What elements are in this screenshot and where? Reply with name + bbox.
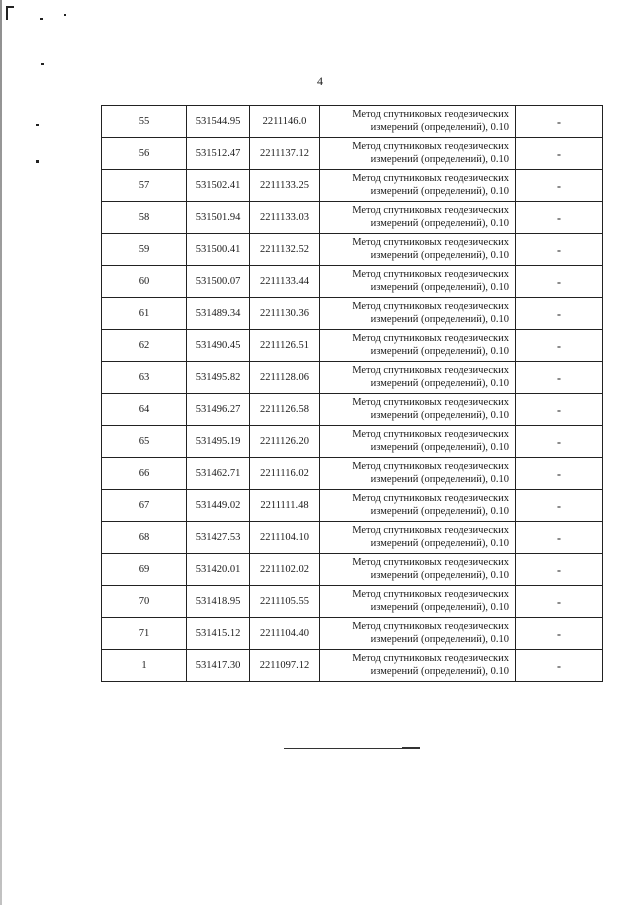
y-coordinate-cell: 2211133.44 xyxy=(250,266,320,298)
method-cell: Метод спутниковых геодезических измерений (определений), 0.10 xyxy=(320,138,516,170)
point-number-cell: 65 xyxy=(102,426,187,458)
point-number-cell: 57 xyxy=(102,170,187,202)
scan-left-edge xyxy=(0,0,2,905)
y-coordinate-cell: 2211126.51 xyxy=(250,330,320,362)
method-cell: Метод спутниковых геодезических измерений (определений), 0.10 xyxy=(320,650,516,682)
scan-speck xyxy=(6,8,8,20)
table-row xyxy=(102,426,603,458)
y-coordinate-cell: 2211128.06 xyxy=(250,362,320,394)
y-coordinate-cell: 2211097.12 xyxy=(250,650,320,682)
point-number-cell: 56 xyxy=(102,138,187,170)
point-number-cell: 1 xyxy=(102,650,187,682)
point-number-cell: 59 xyxy=(102,234,187,266)
x-coordinate-cell: 531415.12 xyxy=(187,618,250,650)
x-coordinate-cell: 531500.07 xyxy=(187,266,250,298)
point-number-cell: 61 xyxy=(102,298,187,330)
point-number-cell: 64 xyxy=(102,394,187,426)
x-coordinate-cell: 531502.41 xyxy=(187,170,250,202)
point-number-cell: 60 xyxy=(102,266,187,298)
table-row xyxy=(102,618,603,650)
note-cell: - xyxy=(516,106,603,138)
x-coordinate-cell: 531512.47 xyxy=(187,138,250,170)
point-number-cell: 68 xyxy=(102,522,187,554)
x-coordinate-cell: 531544.95 xyxy=(187,106,250,138)
method-cell: Метод спутниковых геодезических измерений (определений), 0.10 xyxy=(320,234,516,266)
method-cell: Метод спутниковых геодезических измерений (определений), 0.10 xyxy=(320,106,516,138)
table-row xyxy=(102,202,603,234)
table-row xyxy=(102,298,603,330)
x-coordinate-cell: 531427.53 xyxy=(187,522,250,554)
point-number-cell: 69 xyxy=(102,554,187,586)
point-number-cell: 62 xyxy=(102,330,187,362)
table-row xyxy=(102,490,603,522)
x-coordinate-cell: 531417.30 xyxy=(187,650,250,682)
table-row xyxy=(102,554,603,586)
note-cell: - xyxy=(516,650,603,682)
y-coordinate-cell: 2211132.52 xyxy=(250,234,320,266)
method-cell: Метод спутниковых геодезических измерений (определений), 0.10 xyxy=(320,554,516,586)
point-number-cell: 55 xyxy=(102,106,187,138)
note-cell: - xyxy=(516,426,603,458)
x-coordinate-cell: 531500.41 xyxy=(187,234,250,266)
point-number-cell: 67 xyxy=(102,490,187,522)
note-cell: - xyxy=(516,330,603,362)
table-row xyxy=(102,106,603,138)
table-row xyxy=(102,650,603,682)
table-row xyxy=(102,458,603,490)
point-number-cell: 63 xyxy=(102,362,187,394)
note-cell: - xyxy=(516,458,603,490)
y-coordinate-cell: 2211126.20 xyxy=(250,426,320,458)
x-coordinate-cell: 531418.95 xyxy=(187,586,250,618)
table-row xyxy=(102,138,603,170)
x-coordinate-cell: 531495.82 xyxy=(187,362,250,394)
note-cell: - xyxy=(516,234,603,266)
y-coordinate-cell: 2211111.48 xyxy=(250,490,320,522)
scan-speck xyxy=(40,18,43,20)
note-cell: - xyxy=(516,586,603,618)
method-cell: Метод спутниковых геодезических измерений (определений), 0.10 xyxy=(320,170,516,202)
scan-speck xyxy=(41,63,44,65)
x-coordinate-cell: 531496.27 xyxy=(187,394,250,426)
x-coordinate-cell: 531449.02 xyxy=(187,490,250,522)
table-row xyxy=(102,394,603,426)
y-coordinate-cell: 2211130.36 xyxy=(250,298,320,330)
y-coordinate-cell: 2211116.02 xyxy=(250,458,320,490)
scan-speck xyxy=(36,160,39,163)
x-coordinate-cell: 531420.01 xyxy=(187,554,250,586)
coordinates-table-body xyxy=(102,106,603,682)
x-coordinate-cell: 531489.34 xyxy=(187,298,250,330)
x-coordinate-cell: 531495.19 xyxy=(187,426,250,458)
note-cell: - xyxy=(516,298,603,330)
method-cell: Метод спутниковых геодезических измерений (определений), 0.10 xyxy=(320,522,516,554)
x-coordinate-cell: 531462.71 xyxy=(187,458,250,490)
note-cell: - xyxy=(516,522,603,554)
y-coordinate-cell: 2211133.25 xyxy=(250,170,320,202)
note-cell: - xyxy=(516,618,603,650)
note-cell: - xyxy=(516,138,603,170)
signature-line xyxy=(284,748,420,749)
x-coordinate-cell: 531501.94 xyxy=(187,202,250,234)
note-cell: - xyxy=(516,266,603,298)
table-row xyxy=(102,170,603,202)
coordinates-table xyxy=(101,105,603,682)
method-cell: Метод спутниковых геодезических измерений (определений), 0.10 xyxy=(320,618,516,650)
method-cell: Метод спутниковых геодезических измерений (определений), 0.10 xyxy=(320,426,516,458)
note-cell: - xyxy=(516,394,603,426)
table-row xyxy=(102,330,603,362)
y-coordinate-cell: 2211104.10 xyxy=(250,522,320,554)
scan-speck xyxy=(64,14,66,16)
table-row xyxy=(102,522,603,554)
method-cell: Метод спутниковых геодезических измерений (определений), 0.10 xyxy=(320,330,516,362)
table-row xyxy=(102,234,603,266)
point-number-cell: 66 xyxy=(102,458,187,490)
y-coordinate-cell: 2211126.58 xyxy=(250,394,320,426)
y-coordinate-cell: 2211105.55 xyxy=(250,586,320,618)
method-cell: Метод спутниковых геодезических измерений (определений), 0.10 xyxy=(320,586,516,618)
point-number-cell: 71 xyxy=(102,618,187,650)
note-cell: - xyxy=(516,202,603,234)
method-cell: Метод спутниковых геодезических измерений (определений), 0.10 xyxy=(320,202,516,234)
method-cell: Метод спутниковых геодезических измерений (определений), 0.10 xyxy=(320,458,516,490)
y-coordinate-cell: 2211137.12 xyxy=(250,138,320,170)
method-cell: Метод спутниковых геодезических измерений (определений), 0.10 xyxy=(320,266,516,298)
scan-speck xyxy=(36,124,39,126)
method-cell: Метод спутниковых геодезических измерений (определений), 0.10 xyxy=(320,490,516,522)
scan-speck xyxy=(6,6,14,8)
point-number-cell: 58 xyxy=(102,202,187,234)
table-row xyxy=(102,266,603,298)
page-number: 4 xyxy=(317,74,323,88)
method-cell: Метод спутниковых геодезических измерений (определений), 0.10 xyxy=(320,298,516,330)
note-cell: - xyxy=(516,554,603,586)
y-coordinate-cell: 2211146.0 xyxy=(250,106,320,138)
y-coordinate-cell: 2211104.40 xyxy=(250,618,320,650)
table-row xyxy=(102,586,603,618)
y-coordinate-cell: 2211102.02 xyxy=(250,554,320,586)
point-number-cell: 70 xyxy=(102,586,187,618)
note-cell: - xyxy=(516,490,603,522)
method-cell: Метод спутниковых геодезических измерений (определений), 0.10 xyxy=(320,394,516,426)
note-cell: - xyxy=(516,170,603,202)
note-cell: - xyxy=(516,362,603,394)
x-coordinate-cell: 531490.45 xyxy=(187,330,250,362)
method-cell: Метод спутниковых геодезических измерений (определений), 0.10 xyxy=(320,362,516,394)
y-coordinate-cell: 2211133.03 xyxy=(250,202,320,234)
table-row xyxy=(102,362,603,394)
